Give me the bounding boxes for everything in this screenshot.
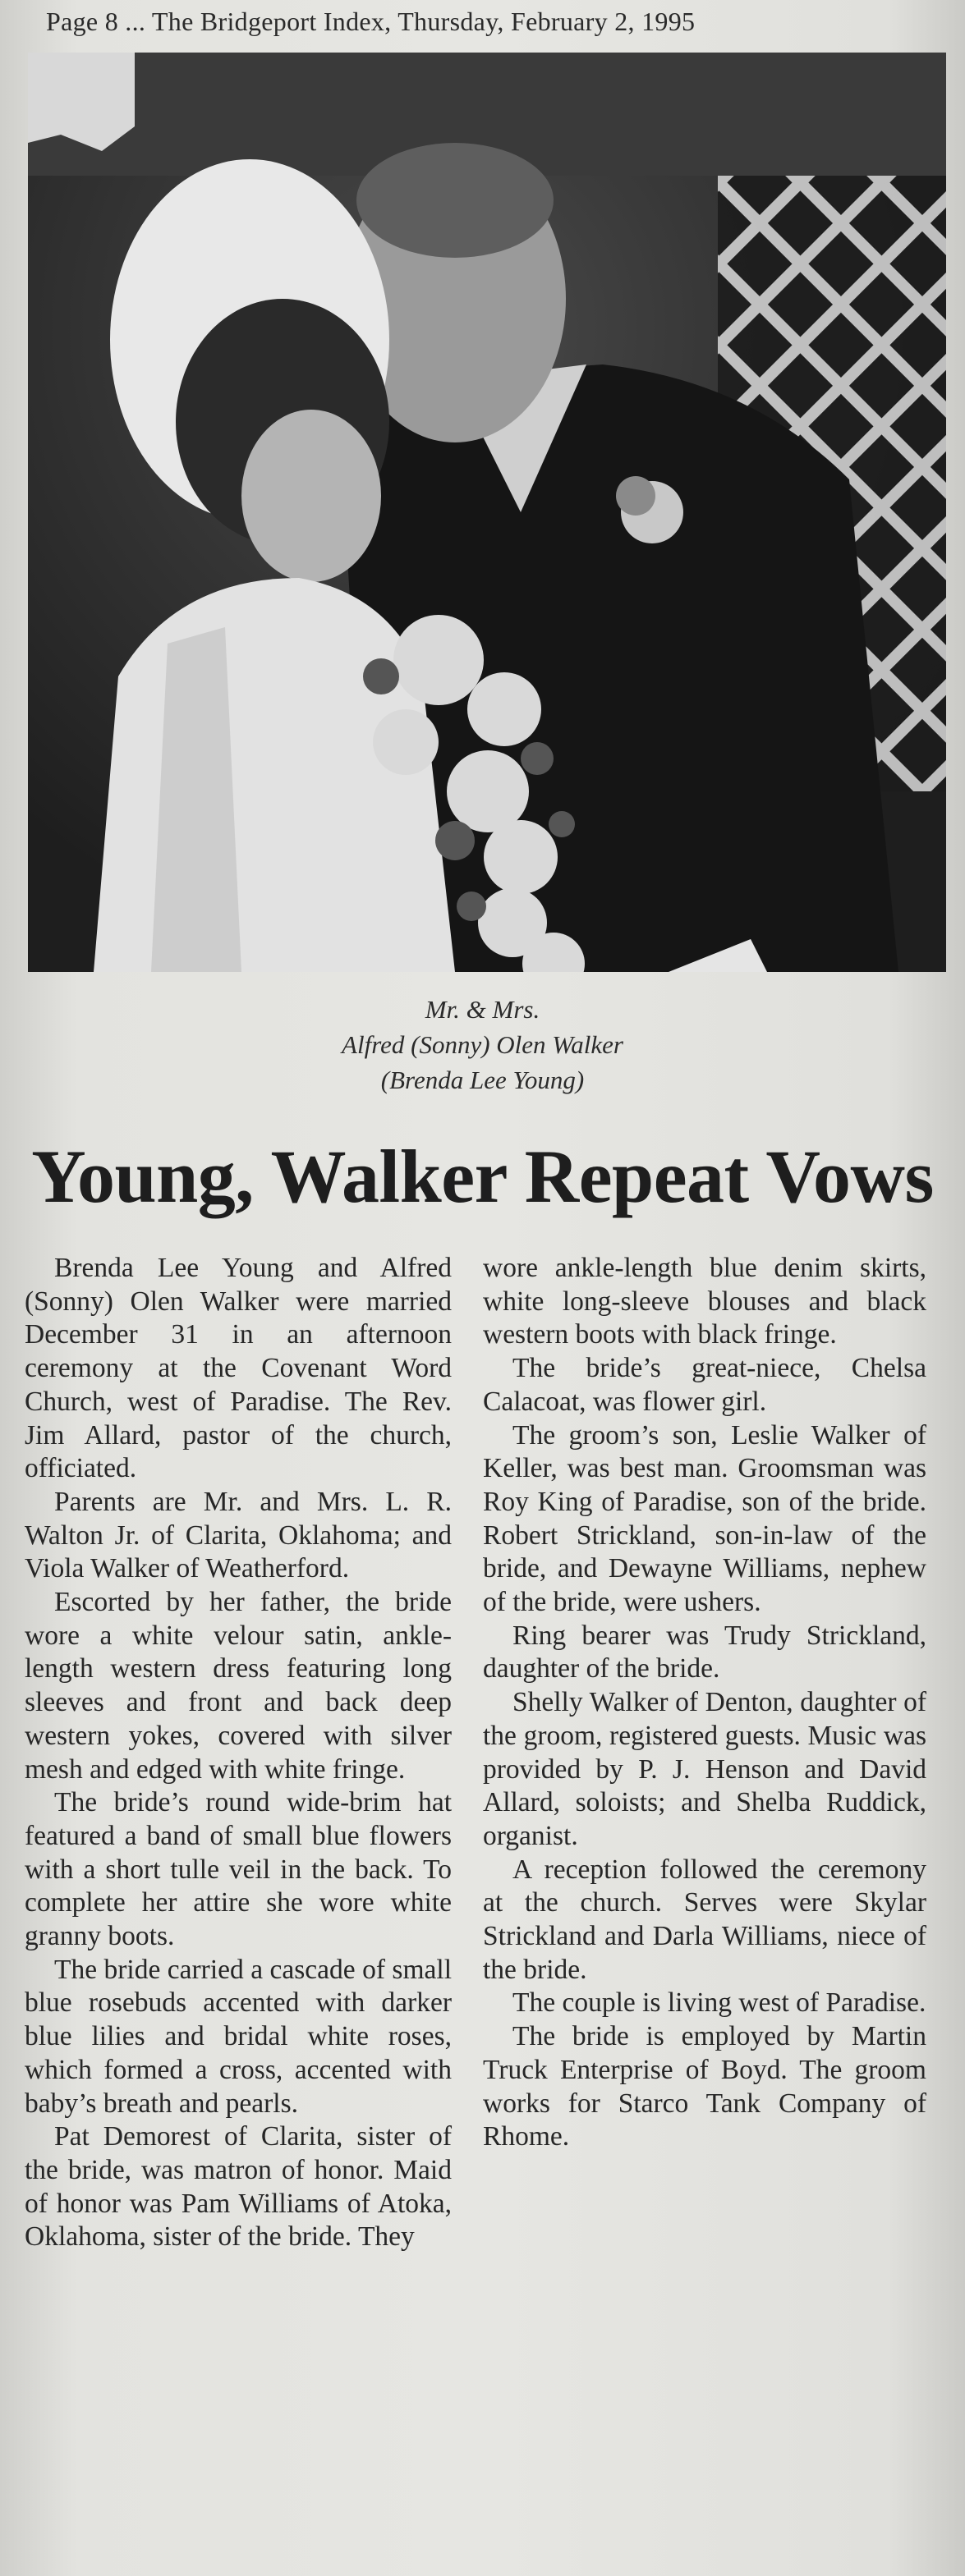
caption-line-2: Alfred (Sonny) Olen Walker xyxy=(342,1030,623,1059)
paragraph: Escorted by her father, the bride wore a white velour satin, ankle-length western dress featuring long sleeves and front and back deep western yokes, covered with silver mesh and edged with white fringe. xyxy=(25,1587,452,1785)
paragraph: The bride’s great-niece, Chelsa Calacoat, was flower girl. xyxy=(483,1353,926,1417)
paragraph: Brenda Lee Young and Alfred (Sonny) Olen Walker were married December 31 in an afternoon ceremony at the Covenant Word Church, west of Paradise. The Rev. Jim Allard, pastor of the church, officiated. xyxy=(25,1253,452,1484)
wedding-photo-icon xyxy=(28,53,946,972)
paragraph: The bride carried a cascade of small blue rosebuds accented with darker blue lilies and bridal white roses, which formed a cross, accented with baby’s breath and pearls. xyxy=(25,1954,452,2119)
paragraph: Ring bearer was Trudy Strickland, daughter of the bride. xyxy=(483,1620,926,1684)
article-column-right xyxy=(483,1252,926,2154)
headline: Young, Walker Repeat Vows xyxy=(31,1134,934,1218)
paragraph: The bride is employed by Martin Truck Enterprise of Boyd. The groom works for Starco Tank Company of Rhome. xyxy=(483,2021,926,2152)
paragraph: The groom’s son, Leslie Walker of Keller, was best man. Groomsman was Roy King of Paradise, son of the bride. Robert Strickland, son-in-law of the bride, and Dewayne Williams, nephew of the bride, were ushers. xyxy=(483,1419,926,1618)
paragraph: A reception followed the ceremony at the church. Serves were Skylar Strickland and Darla Williams, niece of the bride. xyxy=(483,1854,926,1985)
photo-caption xyxy=(0,992,965,1098)
paragraph: The couple is living west of Paradise. xyxy=(512,1987,926,2019)
page-header: Page 8 ... The Bridgeport Index, Thursday, February 2, 1995 xyxy=(46,7,696,36)
paragraph: Shelly Walker of Denton, daughter of the groom, registered guests. Music was provided by P. J. Henson and David Allard, soloists; and Shelba Ruddick, organist. xyxy=(483,1687,926,1851)
paragraph: The bride’s round wide-brim hat featured a band of small blue flowers with a short tulle veil in the back. To complete her attire she wore white granny boots. xyxy=(25,1787,452,1952)
wedding-photo xyxy=(28,53,946,972)
caption-line-3: (Brenda Lee Young) xyxy=(380,1066,585,1094)
paragraph: Pat Demorest of Clarita, sister of the bride, was matron of honor. Maid of honor was Pam Williams of Atoka, Oklahoma, sister of the bride. They xyxy=(25,2121,452,2253)
paragraph-continuation: wore ankle-length blue denim skirts, white long-sleeve blouses and black western boots with black fringe. xyxy=(483,1253,926,1350)
caption-line-1: Mr. & Mrs. xyxy=(425,995,540,1024)
paragraph: Parents are Mr. and Mrs. L. R. Walton Jr. of Clarita, Oklahoma; and Viola Walker of Weatherford. xyxy=(25,1486,452,1584)
article-column-left xyxy=(25,1252,452,2254)
